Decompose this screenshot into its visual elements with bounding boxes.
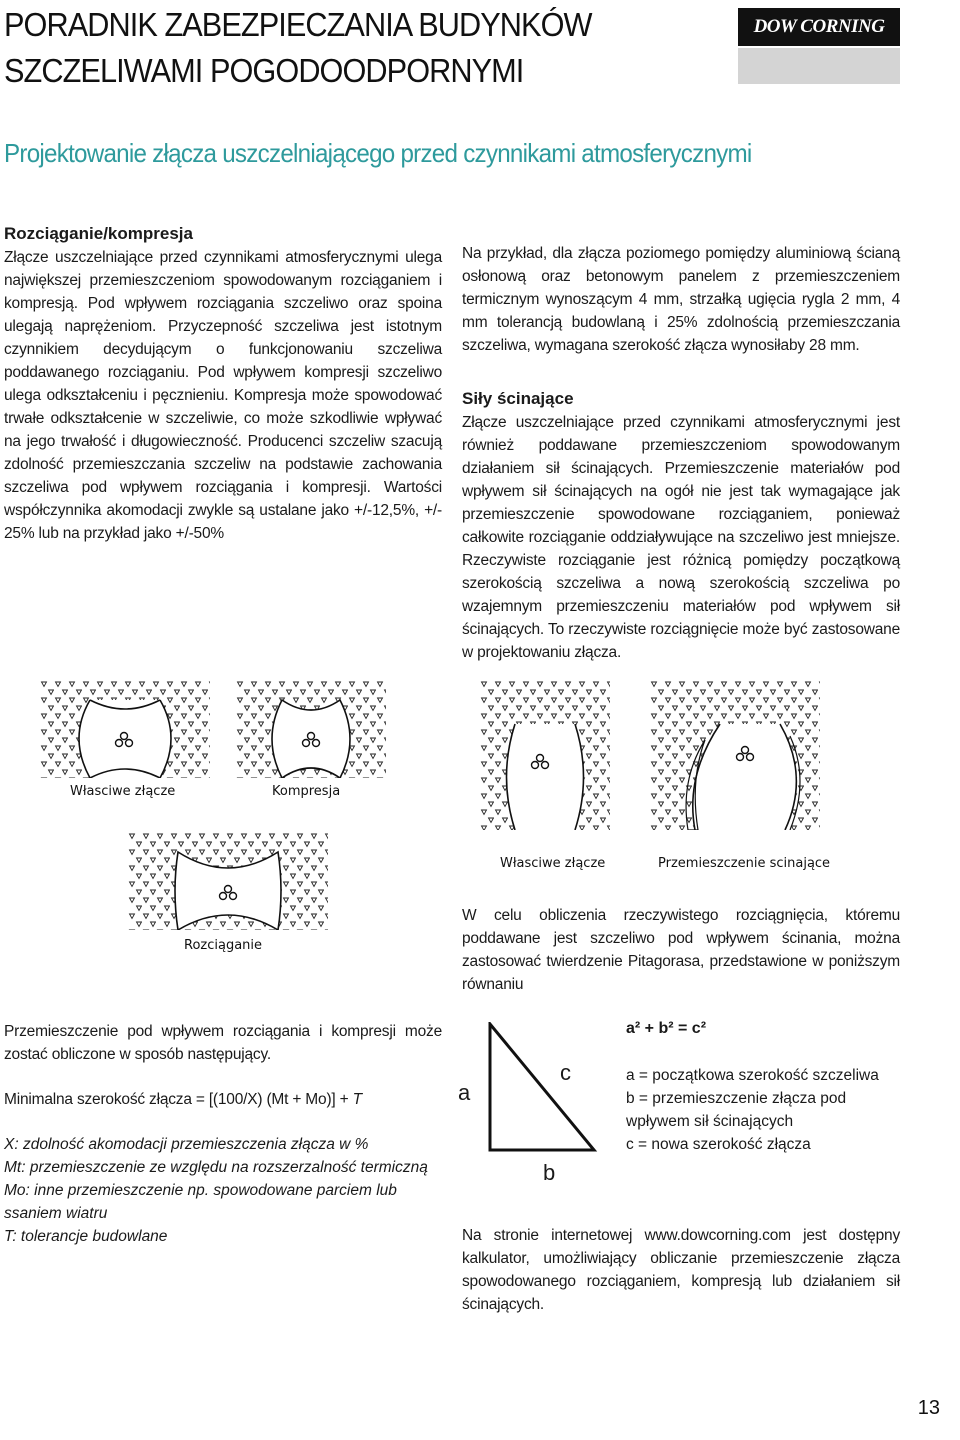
legend-c: c = nowa szerokość złącza xyxy=(626,1136,811,1153)
label-compression: Kompresja xyxy=(272,784,341,799)
label-shear-displacement: Przemieszczenie scinające xyxy=(658,856,831,871)
pythagoras-formula: a² + b² = c² xyxy=(626,1020,707,1037)
min-width-formula xyxy=(4,1088,442,1111)
pythagoras-intro xyxy=(462,904,900,996)
shear-displacement-diagram xyxy=(650,680,820,830)
proper-joint-diagram-2 xyxy=(480,680,610,830)
proper-joint-diagram xyxy=(40,680,210,778)
calculation-block xyxy=(4,1020,442,1248)
logo-grey-bar xyxy=(738,48,900,84)
tension-compression-heading: Rozciąganie/kompresja xyxy=(4,224,193,243)
pythagoras-intro-text: W celu obliczenia rzeczywistego rozciągnięcia, któremu poddawane jest szczeliwo pod wpływem ścinania, można zastosować twierdzenie Pitagorasa, przedstawione w poniższym równaniu xyxy=(462,907,900,993)
legend-b-1: b = przemieszczenie złącza pod xyxy=(626,1090,847,1107)
calculation-intro: Przemieszczenie pod wpływem rozciągania i kompresji może zostać obliczone w sposób następujący. xyxy=(4,1023,442,1063)
tension-diagram xyxy=(128,832,328,930)
website-paragraph xyxy=(462,1224,900,1316)
label-proper-joint-2: Własciwe złącze xyxy=(500,856,606,871)
label-proper-joint-1: Własciwe złącze xyxy=(70,784,176,799)
definition-mt: Mt: przemieszczenie ze względu na rozszerzalność termiczną xyxy=(4,1159,428,1176)
triangle-label-a: a xyxy=(458,1080,471,1105)
definition-x: X: zdolność akomodacji przemieszczenia złącza w % xyxy=(4,1136,369,1153)
definition-mo-2: ssaniem wiatru xyxy=(4,1205,108,1222)
formula-t: T xyxy=(352,1091,362,1108)
compression-diagram xyxy=(236,680,386,778)
right-column xyxy=(462,242,900,664)
pythagoras-legend xyxy=(626,1064,906,1156)
title-line-2: SZCZELIWAMI POGODOODPORNYMI xyxy=(4,52,524,89)
variable-definitions xyxy=(4,1133,442,1248)
triangle-label-c: c xyxy=(560,1060,571,1085)
tension-compression-body: Złącze uszczelniające przed czynnikami atmosferycznymi ulega największej przemieszczeniom spowodowanym rozciąganiem i kompresją. Pod wpływem rozciągania szczeliwo oraz spoina ulegają naprężeniom. Przyczepność szczeliwa jest istotnym czynnikiem decydującym o funkcjonowaniu szczeliwa poddawanego rozciąganiu. Pod wpływem kompresji szczeliwo ulega odkształceniu i pęcznieniu. Kompresja może spowodować trwałe odkształcenie w szczeliwie, co może szkodliwie wpływać na jego trwałość i długowieczność. Producenci szczeliw szacują zdolność przemieszczania szczeliw na podstawie zachowania szczeliwa pod wpływem rozciągania i kompresji. Wartości współczynnika akomodacji zwykle są ustalane jako +/-12,5%, +/- 25% lub na przykład jako +/-50% xyxy=(4,249,442,542)
dow-corning-logo: DOW CORNING xyxy=(738,8,900,46)
triangle-label-b: b xyxy=(543,1160,556,1185)
label-tension: Rozciąganie xyxy=(184,938,263,953)
definition-t: T: tolerancje budowlane xyxy=(4,1228,168,1245)
example-paragraph: Na przykład, dla złącza poziomego pomiędzy aluminiową ścianą osłonową oraz betonowym panelem z przemieszczeniem termicznym wynoszącym 4 mm, strzałką ugięcia rygla 2 mm, 4 mm tolerancją budowlaną i 25% zdolnością przemieszczania szczeliwa, wymagana szerokość złącza wynosiłaby 28 mm. xyxy=(462,245,900,354)
shear-heading: Siły ścinające xyxy=(462,389,574,408)
website-text: Na stronie internetowej www.dowcorning.com jest dostępny kalkulator, umożliwiający obliczanie przemieszczenie złącza spowodowanego rozciąganiem, kompresją lub działaniem sił ścinających. xyxy=(462,1227,900,1313)
left-column xyxy=(4,222,442,545)
definition-mo-1: Mo: inne przemieszczenie np. spowodowane parciem lub xyxy=(4,1182,397,1199)
title-line-1: PORADNIK ZABEZPIECZANIA BUDYNKÓW xyxy=(4,6,592,43)
right-triangle-diagram xyxy=(488,1022,598,1152)
shear-body: Złącze uszczelniające przed czynnikami atmosferycznymi jest również poddawane przemieszczeniom spowodowanym działaniem sił ścinających. Przemieszczenie materiałów pod wpływem sił ścinających na ogół nie jest tak wymagające jak przemieszczenie spowodowane rozciąganiem, ponieważ całkowite rozciąganie oddziaływujące na szczeliwo jest mniejsze. Rzeczywiste rozciąganie jest różnicą pomiędzy początkową szerokością szczeliwa a nową szerokością szczeliwa po wzajemnym przemieszczeniu materiałów pod wpływem sił ścinających. To rzeczywiste rozciągnięcie może być zastosowane w projektowaniu złącza. xyxy=(462,414,900,661)
document-title xyxy=(4,2,655,94)
page-number: 13 xyxy=(917,1397,940,1419)
legend-b-2: wpływem sił ścinających xyxy=(626,1113,794,1130)
formula-text: Minimalna szerokość złącza = [(100/X) (Mt + Mo)] + xyxy=(4,1091,353,1108)
legend-a: a = początkowa szerokość szczeliwa xyxy=(626,1067,879,1084)
section-title: Projektowanie złącza uszczelniającego przed czynnikami atmosferycznymi xyxy=(4,138,752,168)
